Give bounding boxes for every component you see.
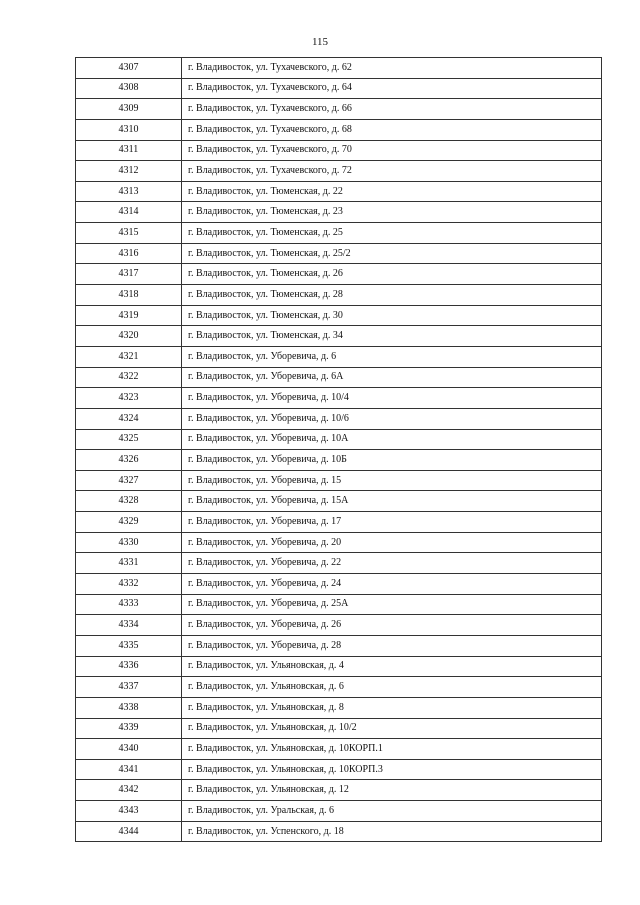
- row-number-cell: 4339: [76, 718, 182, 739]
- address-cell: г. Владивосток, ул. Ульяновская, д. 10КОРП.3: [182, 759, 602, 780]
- address-cell: г. Владивосток, ул. Уборевича, д. 20: [182, 532, 602, 553]
- row-number-cell: 4336: [76, 656, 182, 677]
- row-number-cell: 4335: [76, 635, 182, 656]
- address-cell: г. Владивосток, ул. Уборевича, д. 22: [182, 553, 602, 574]
- table-row: [76, 388, 602, 409]
- table-row: [76, 429, 602, 450]
- address-table: [75, 57, 602, 842]
- table-row: [76, 78, 602, 99]
- row-number-cell: 4310: [76, 119, 182, 140]
- address-cell: г. Владивосток, ул. Тухачевского, д. 68: [182, 119, 602, 140]
- row-number-cell: 4318: [76, 285, 182, 306]
- row-number-cell: 4316: [76, 243, 182, 264]
- address-cell: г. Владивосток, ул. Уборевича, д. 15А: [182, 491, 602, 512]
- row-number-cell: 4343: [76, 801, 182, 822]
- address-table-body: [76, 58, 602, 842]
- row-number-cell: 4324: [76, 408, 182, 429]
- row-number-cell: 4330: [76, 532, 182, 553]
- row-number-cell: 4334: [76, 615, 182, 636]
- address-cell: г. Владивосток, ул. Успенского, д. 18: [182, 821, 602, 842]
- address-cell: г. Владивосток, ул. Ульяновская, д. 6: [182, 677, 602, 698]
- table-row: [76, 450, 602, 471]
- address-cell: г. Владивосток, ул. Уборевича, д. 26: [182, 615, 602, 636]
- table-row: [76, 656, 602, 677]
- row-number-cell: 4337: [76, 677, 182, 698]
- row-number-cell: 4321: [76, 346, 182, 367]
- table-row: [76, 635, 602, 656]
- table-row: [76, 161, 602, 182]
- table-row: [76, 140, 602, 161]
- table-row: [76, 99, 602, 120]
- address-cell: г. Владивосток, ул. Уборевича, д. 15: [182, 470, 602, 491]
- row-number-cell: 4319: [76, 305, 182, 326]
- row-number-cell: 4342: [76, 780, 182, 801]
- row-number-cell: 4312: [76, 161, 182, 182]
- address-cell: г. Владивосток, ул. Тухачевского, д. 72: [182, 161, 602, 182]
- table-row: [76, 346, 602, 367]
- table-row: [76, 491, 602, 512]
- table-row: [76, 739, 602, 760]
- address-cell: г. Владивосток, ул. Тюменская, д. 23: [182, 202, 602, 223]
- row-number-cell: 4344: [76, 821, 182, 842]
- address-cell: г. Владивосток, ул. Тюменская, д. 28: [182, 285, 602, 306]
- address-cell: г. Владивосток, ул. Уборевича, д. 10А: [182, 429, 602, 450]
- table-row: [76, 264, 602, 285]
- row-number-cell: 4327: [76, 470, 182, 491]
- address-cell: г. Владивосток, ул. Уральская, д. 6: [182, 801, 602, 822]
- address-cell: г. Владивосток, ул. Тюменская, д. 22: [182, 181, 602, 202]
- row-number-cell: 4314: [76, 202, 182, 223]
- address-cell: г. Владивосток, ул. Тюменская, д. 30: [182, 305, 602, 326]
- address-cell: г. Владивосток, ул. Уборевича, д. 24: [182, 574, 602, 595]
- address-cell: г. Владивосток, ул. Ульяновская, д. 12: [182, 780, 602, 801]
- row-number-cell: 4308: [76, 78, 182, 99]
- address-cell: г. Владивосток, ул. Тухачевского, д. 64: [182, 78, 602, 99]
- row-number-cell: 4309: [76, 99, 182, 120]
- table-row: [76, 532, 602, 553]
- address-cell: г. Владивосток, ул. Уборевича, д. 10/6: [182, 408, 602, 429]
- row-number-cell: 4341: [76, 759, 182, 780]
- address-cell: г. Владивосток, ул. Тюменская, д. 34: [182, 326, 602, 347]
- table-row: [76, 615, 602, 636]
- page-number: 115: [311, 36, 329, 48]
- table-row: [76, 223, 602, 244]
- table-row: [76, 697, 602, 718]
- table-row: [76, 285, 602, 306]
- table-row: [76, 718, 602, 739]
- table-row: [76, 594, 602, 615]
- address-cell: г. Владивосток, ул. Тюменская, д. 25/2: [182, 243, 602, 264]
- row-number-cell: 4333: [76, 594, 182, 615]
- address-cell: г. Владивосток, ул. Тухачевского, д. 70: [182, 140, 602, 161]
- table-row: [76, 305, 602, 326]
- row-number-cell: 4313: [76, 181, 182, 202]
- row-number-cell: 4323: [76, 388, 182, 409]
- table-row: [76, 58, 602, 79]
- address-cell: г. Владивосток, ул. Уборевича, д. 6: [182, 346, 602, 367]
- address-cell: г. Владивосток, ул. Уборевича, д. 17: [182, 512, 602, 533]
- table-row: [76, 821, 602, 842]
- address-cell: г. Владивосток, ул. Уборевича, д. 10Б: [182, 450, 602, 471]
- table-row: [76, 574, 602, 595]
- address-cell: г. Владивосток, ул. Тюменская, д. 25: [182, 223, 602, 244]
- table-row: [76, 801, 602, 822]
- row-number-cell: 4315: [76, 223, 182, 244]
- table-row: [76, 512, 602, 533]
- table-row: [76, 119, 602, 140]
- table-row: [76, 759, 602, 780]
- address-cell: г. Владивосток, ул. Ульяновская, д. 4: [182, 656, 602, 677]
- table-row: [76, 553, 602, 574]
- address-cell: г. Владивосток, ул. Уборевича, д. 28: [182, 635, 602, 656]
- address-cell: г. Владивосток, ул. Ульяновская, д. 10/2: [182, 718, 602, 739]
- address-cell: г. Владивосток, ул. Тухачевского, д. 66: [182, 99, 602, 120]
- address-cell: г. Владивосток, ул. Ульяновская, д. 10КОРП.1: [182, 739, 602, 760]
- row-number-cell: 4326: [76, 450, 182, 471]
- row-number-cell: 4311: [76, 140, 182, 161]
- row-number-cell: 4317: [76, 264, 182, 285]
- address-cell: г. Владивосток, ул. Тухачевского, д. 62: [182, 58, 602, 79]
- row-number-cell: 4340: [76, 739, 182, 760]
- address-cell: г. Владивосток, ул. Ульяновская, д. 8: [182, 697, 602, 718]
- table-row: [76, 202, 602, 223]
- address-cell: г. Владивосток, ул. Уборевича, д. 25А: [182, 594, 602, 615]
- table-row: [76, 677, 602, 698]
- table-row: [76, 367, 602, 388]
- row-number-cell: 4320: [76, 326, 182, 347]
- row-number-cell: 4328: [76, 491, 182, 512]
- table-row: [76, 326, 602, 347]
- table-row: [76, 408, 602, 429]
- row-number-cell: 4307: [76, 58, 182, 79]
- row-number-cell: 4329: [76, 512, 182, 533]
- table-row: [76, 243, 602, 264]
- row-number-cell: 4322: [76, 367, 182, 388]
- table-row: [76, 780, 602, 801]
- address-cell: г. Владивосток, ул. Тюменская, д. 26: [182, 264, 602, 285]
- table-row: [76, 470, 602, 491]
- table-row: [76, 181, 602, 202]
- address-cell: г. Владивосток, ул. Уборевича, д. 10/4: [182, 388, 602, 409]
- row-number-cell: 4331: [76, 553, 182, 574]
- row-number-cell: 4325: [76, 429, 182, 450]
- address-cell: г. Владивосток, ул. Уборевича, д. 6А: [182, 367, 602, 388]
- row-number-cell: 4332: [76, 574, 182, 595]
- row-number-cell: 4338: [76, 697, 182, 718]
